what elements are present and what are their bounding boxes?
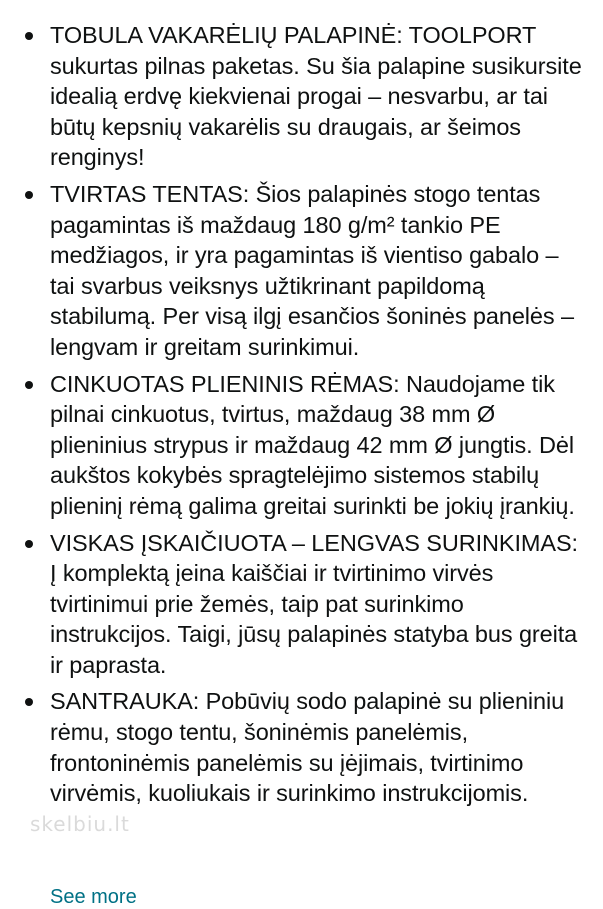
feature-bullet bbox=[0, 369, 603, 522]
feature-bullet bbox=[0, 686, 603, 808]
feature-bullet bbox=[0, 20, 603, 173]
bullet-dot-icon bbox=[25, 698, 33, 706]
see-more-link[interactable]: See more bbox=[50, 886, 137, 908]
bullet-dot-icon bbox=[25, 191, 33, 199]
bullet-dot-icon bbox=[25, 32, 33, 40]
feature-bullet bbox=[0, 528, 603, 681]
feature-bullet-text: TVIRTAS TENTAS: Šios palapinės stogo tentas pagamintas iš maždaug 180 g/m² tankio PE medžiagos, ir yra pagamintas iš vientiso gabalo – tai svarbus veiksnys užtikrinant papildomą stabilumą. Per visą ilgį esančios šoninės panelės – lengvam ir greitam surinkimui. bbox=[50, 180, 574, 360]
feature-bullet-list bbox=[0, 20, 603, 815]
feature-bullet-text: TOBULA VAKARĖLIŲ PALAPINĖ: TOOLPORT sukurtas pilnas paketas. Su šia palapine susikursite idealią erdvę kiekvienai progai – nesvarbu, ar tai būtų kepsnių vakarėlis su draugais, ar šeimos renginys! bbox=[50, 22, 582, 171]
feature-bullet bbox=[0, 179, 603, 363]
watermark: skelbiu.lt bbox=[30, 812, 130, 836]
bullet-dot-icon bbox=[25, 540, 33, 548]
feature-bullet-text: CINKUOTAS PLIENINIS RĖMAS: Naudojame tik pilnai cinkuotus, tvirtus, maždaug 38 mm Ø plieninius strypus ir maždaug 42 mm Ø jungtis. Dėl aukštos kokybės spragtelėjimo sistemos stabilų plieninį rėmą galima greitai surinkti be jokių įrankių. bbox=[50, 370, 575, 519]
bullet-dot-icon bbox=[25, 381, 33, 389]
feature-bullet-text: SANTRAUKA: Pobūvių sodo palapinė su plieniniu rėmu, stogo tentu, šoninėmis panelėmis, frontoninėmis panelėmis su įėjimais, tvirtinimo virvėmis, kuoliukais ir surinkimo instrukcijomis. bbox=[50, 688, 565, 807]
feature-bullet-text: VISKAS ĮSKAIČIUOTA – LENGVAS SURINKIMAS: Į komplektą įeina kaiščiai ir tvirtinimo virvės tvirtinimui prie žemės, taip pat surinkimo instrukcijos. Taigi, jūsų palapinės statyba bus greita ir paprasta. bbox=[50, 529, 578, 678]
